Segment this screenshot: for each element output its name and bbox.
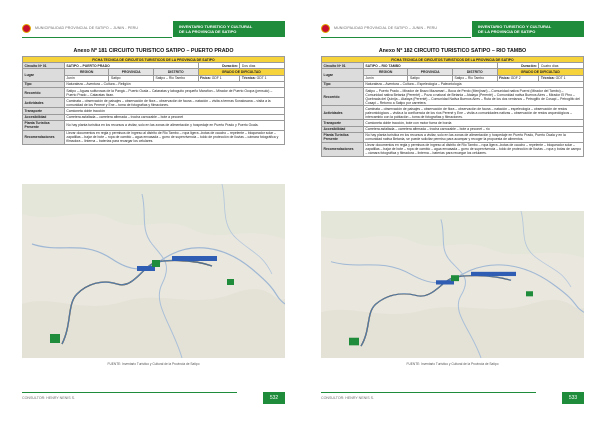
info-row	[23, 98, 285, 108]
page-number: 532	[263, 392, 285, 404]
page-footer	[22, 392, 285, 408]
region-header: REGION	[64, 69, 109, 75]
info-row-label: Accesibilidad	[23, 114, 65, 120]
route-map-graphic	[321, 211, 584, 358]
info-row-label: Tipo	[23, 81, 65, 87]
info-row-text: Naturaleza – Aventura – Cultura – Religión	[64, 81, 284, 87]
map-marker-icon	[227, 279, 234, 285]
info-row-text: Satipo – Puerto Prado – Mirador de Brazo Mazamari – Boca de Perdo (Menjinari) – Comunidad nativa Puerni (Mirador del Tambo) – Comunidad nativa Betania (Perenté) – Poza o natural de Betania – Atalaya (Perenté) – Comunidad nativa Buenos Aires – Mirador El Pino – Quebrada del Quinija – Atalaya (Perenté) – Comunidad Nativa Buenos Aires – Ruta de los dos ventanos – Petroglifo de Cosapi – Petroglifo del Cosapi – Retorno a Satipo por carretera.	[363, 87, 583, 105]
municipality-name: MUNICIPALIDAD PROVINCIAL DE SATIPO – JUNIN - PERU	[334, 26, 438, 30]
circuit-label: Circuito Nº 01	[322, 63, 364, 69]
difficulty-header: GRADO DE DIFICULTAD	[497, 69, 584, 75]
technical-value: GDT 1	[555, 76, 566, 81]
document-page-right	[307, 8, 592, 416]
technical-label: Técnica:	[241, 76, 256, 81]
page-footer	[321, 392, 584, 408]
info-row-text: Llevar documentos en regla y permisos de ingreso al distrito de Rio Tambo – ropa ligera –botas de caucho – repelente – bloqueador solar – zapatillas – bajar de bote – ropa de cambio – agua envasada – gorro de supervivencia – toldo de protección de lluvias – ropa y botas de campo – cámara fotográfica y filmadora – linterna – baterías para recargar los celulares.	[363, 142, 583, 156]
info-row-label: Recomendaciones	[322, 142, 364, 156]
province-value: Satipo	[109, 75, 154, 81]
info-row-text: Carretera asfaltada – carretera afirmada – trocha carrozable – bote a peconet – río	[363, 126, 583, 132]
region-value: Junín	[64, 75, 109, 81]
route-map	[321, 211, 584, 358]
header-band	[173, 21, 285, 37]
circuit-form-table	[321, 56, 584, 157]
header-band	[472, 21, 584, 37]
duration-value: Cuatro días	[539, 63, 584, 69]
municipal-seal-icon	[321, 24, 330, 33]
physical-label: Física:	[499, 76, 510, 81]
info-row	[322, 87, 584, 105]
place-label: Lugar	[322, 69, 364, 81]
document-page-left	[8, 8, 293, 416]
footer-rule	[321, 392, 536, 393]
place-label: Lugar	[23, 69, 65, 81]
circuit-form-table	[22, 56, 285, 145]
info-row-text: Camioneta doble tracción	[64, 108, 284, 114]
info-row-text: Caminata – observación de paisajes – observación de flora – observación de fauna – natación – visita a termas Sonalosana – visita a la comunidad de los Perené y Ene – toma de fotografías y filmaciones.	[64, 98, 284, 108]
route-map-graphic	[22, 184, 285, 358]
map-caption: FUENTE: Inventario Turístico y Cultural de la Provincia de Satipo	[107, 362, 200, 366]
duration-value: Dos días	[240, 63, 285, 69]
annex-title: Anexo Nº 182 CIRCUITO TURISTICO SATIPO – RIO TAMBO	[378, 48, 527, 54]
info-row-text: Caminata – observación de paisajes – observación de flora – observación de fauna – natación – espeleología – observación de restos paleontológicos – visita a la confluencia de los ríos Perené y Ene – visita a comunidades nativas – observación de restos arqueológicos – intercambio con la población – toma de fotografías y filmaciones.	[363, 106, 583, 120]
info-row-label: Transporte	[23, 108, 65, 114]
info-row-text: Llevar documentos en regla y permisos de ingreso al distrito de Rio Tambo – ropa ligera –botas de caucho – repelente – bloqueador solar – zapatillas – bajar de bote – ropa de cambio – agua envasada – gorro de supervivencia – toldo de protección de lluvias – cámara fotográfica y filmadora – linterna – baterías para recargar los celulares.	[64, 130, 284, 144]
info-row-label: Planta Turística Presente	[23, 120, 65, 130]
annex-title: Anexo Nº 181 CIRCUITO TURISTICO SATIPO – PUERTO PRADO	[73, 48, 234, 54]
map-marker-icon	[451, 275, 459, 281]
province-header: PROVINCIA	[408, 69, 453, 75]
info-row	[322, 142, 584, 156]
header-band-line2: DE LA PROVINCIA DE SATIPO	[179, 29, 237, 34]
page-header	[307, 16, 592, 42]
region-value: Junín	[363, 75, 408, 81]
circuit-name: SATIPO – PUERTO PRADO	[64, 63, 198, 69]
info-row-text: Camioneta doble tracción, bote con motor fuera de borda	[363, 120, 583, 126]
region-header: REGION	[363, 69, 408, 75]
header-rule	[22, 37, 172, 38]
info-row-label: Recomendaciones	[23, 130, 65, 144]
circuit-name: SATIPO – RIO TAMBO	[363, 63, 497, 69]
info-row-text: No hay planta turística en los recursos a visitar, solo en las zonas de alimentación y hospedaje en Puerto Prado y Puerto Ocala.	[64, 120, 284, 130]
form-title: FICHA TECNICA DE CIRCUITOS TURISTICOS DE LA PROVINCIA DE SATIPO	[23, 57, 285, 63]
info-row	[23, 87, 285, 97]
municipality-name: MUNICIPALIDAD PROVINCIAL DE SATIPO – JUNIN - PERU	[35, 26, 139, 30]
form-title: FICHA TECNICA DE CIRCUITOS TURISTICOS DE LA PROVINCIA DE SATIPO	[322, 57, 584, 63]
info-row	[23, 130, 285, 144]
map-caption: FUENTE: Inventario Turístico y Cultural de la Provincia de Satipo	[406, 362, 499, 366]
map-marker-icon	[152, 260, 160, 267]
district-header: DISTRITO	[153, 69, 198, 75]
map-marker-icon	[172, 256, 217, 261]
physical-label: Física:	[200, 76, 211, 81]
info-row-label: Recorrido	[322, 87, 364, 105]
info-row	[322, 106, 584, 120]
map-marker-icon	[349, 338, 359, 346]
footer-rule	[22, 392, 237, 393]
info-row-label: Transporte	[322, 120, 364, 126]
header-band-line2: DE LA PROVINCIA DE SATIPO	[478, 29, 536, 34]
map-marker-icon	[526, 291, 533, 296]
map-marker-icon	[50, 334, 60, 343]
duration-label: Duración:	[198, 63, 240, 69]
info-row	[23, 120, 285, 130]
page-header	[8, 16, 293, 42]
info-row-label: Tipo	[322, 81, 364, 87]
consultant-name: CONSULTOR: HENRY NENIS S.	[321, 396, 375, 400]
district-value: Satipo – Rio Tambo	[153, 75, 198, 81]
province-value: Satipo	[408, 75, 453, 81]
header-band-line1: INVENTARIO TURISTICO Y CULTURAL	[179, 24, 253, 29]
technical-value: GDT 1	[256, 76, 267, 81]
municipal-seal-icon	[22, 24, 31, 33]
consultant-name: CONSULTOR: HENRY NENIS S.	[22, 396, 76, 400]
header-band-line1: INVENTARIO TURISTICO Y CULTURAL	[478, 24, 552, 29]
header-rule	[321, 37, 471, 38]
physical-value: GDF 1	[211, 76, 222, 81]
duration-label: Duración:	[497, 63, 539, 69]
province-header: PROVINCIA	[109, 69, 154, 75]
info-row-label: Actividades	[23, 98, 65, 108]
physical-value: GDF 2	[510, 76, 521, 81]
page-number: 533	[562, 392, 584, 404]
district-header: DISTRITO	[452, 69, 497, 75]
info-row-label: Recorrido	[23, 87, 65, 97]
info-row-text: Satipo – Aguas sulfurosas de la Pangá – Puerto Ocala – Cataratas y laboguito pequeño Marañon – Mirador de Puerto Ocopa (pensulo) – Puerto Prado – Cataratas Itzan.	[64, 87, 284, 97]
technical-label: Técnica:	[540, 76, 555, 81]
info-row-label: Accesibilidad	[322, 126, 364, 132]
info-row-text: Naturaleza – Aventura – Cultura – Espeleología – Paleontología	[363, 81, 583, 87]
route-map	[22, 184, 285, 358]
info-row-text: Carretera asfaltada – carretera afirmada – trocha carrozable – bote a peconet	[64, 114, 284, 120]
circuit-label: Circuito Nº 01	[23, 63, 65, 69]
district-value: Satipo – Rio Tambo	[452, 75, 497, 81]
difficulty-header: GRADO DE DIFICULTAD	[198, 69, 285, 75]
info-row-label: Planta Turística Presente	[322, 132, 364, 142]
info-row	[322, 132, 584, 142]
map-marker-icon	[471, 272, 516, 276]
info-row-label: Actividades	[322, 106, 364, 120]
info-row-text: No hay planta turística en los recursos a visitar, solo en las zonas de alimentación y hospedaje en Puerto Prado, Puerto Ocala y en la comunidad nativa Betania, se puede solicitar permiso para acampar y recoger la propuesta de alimentos.	[363, 132, 583, 142]
